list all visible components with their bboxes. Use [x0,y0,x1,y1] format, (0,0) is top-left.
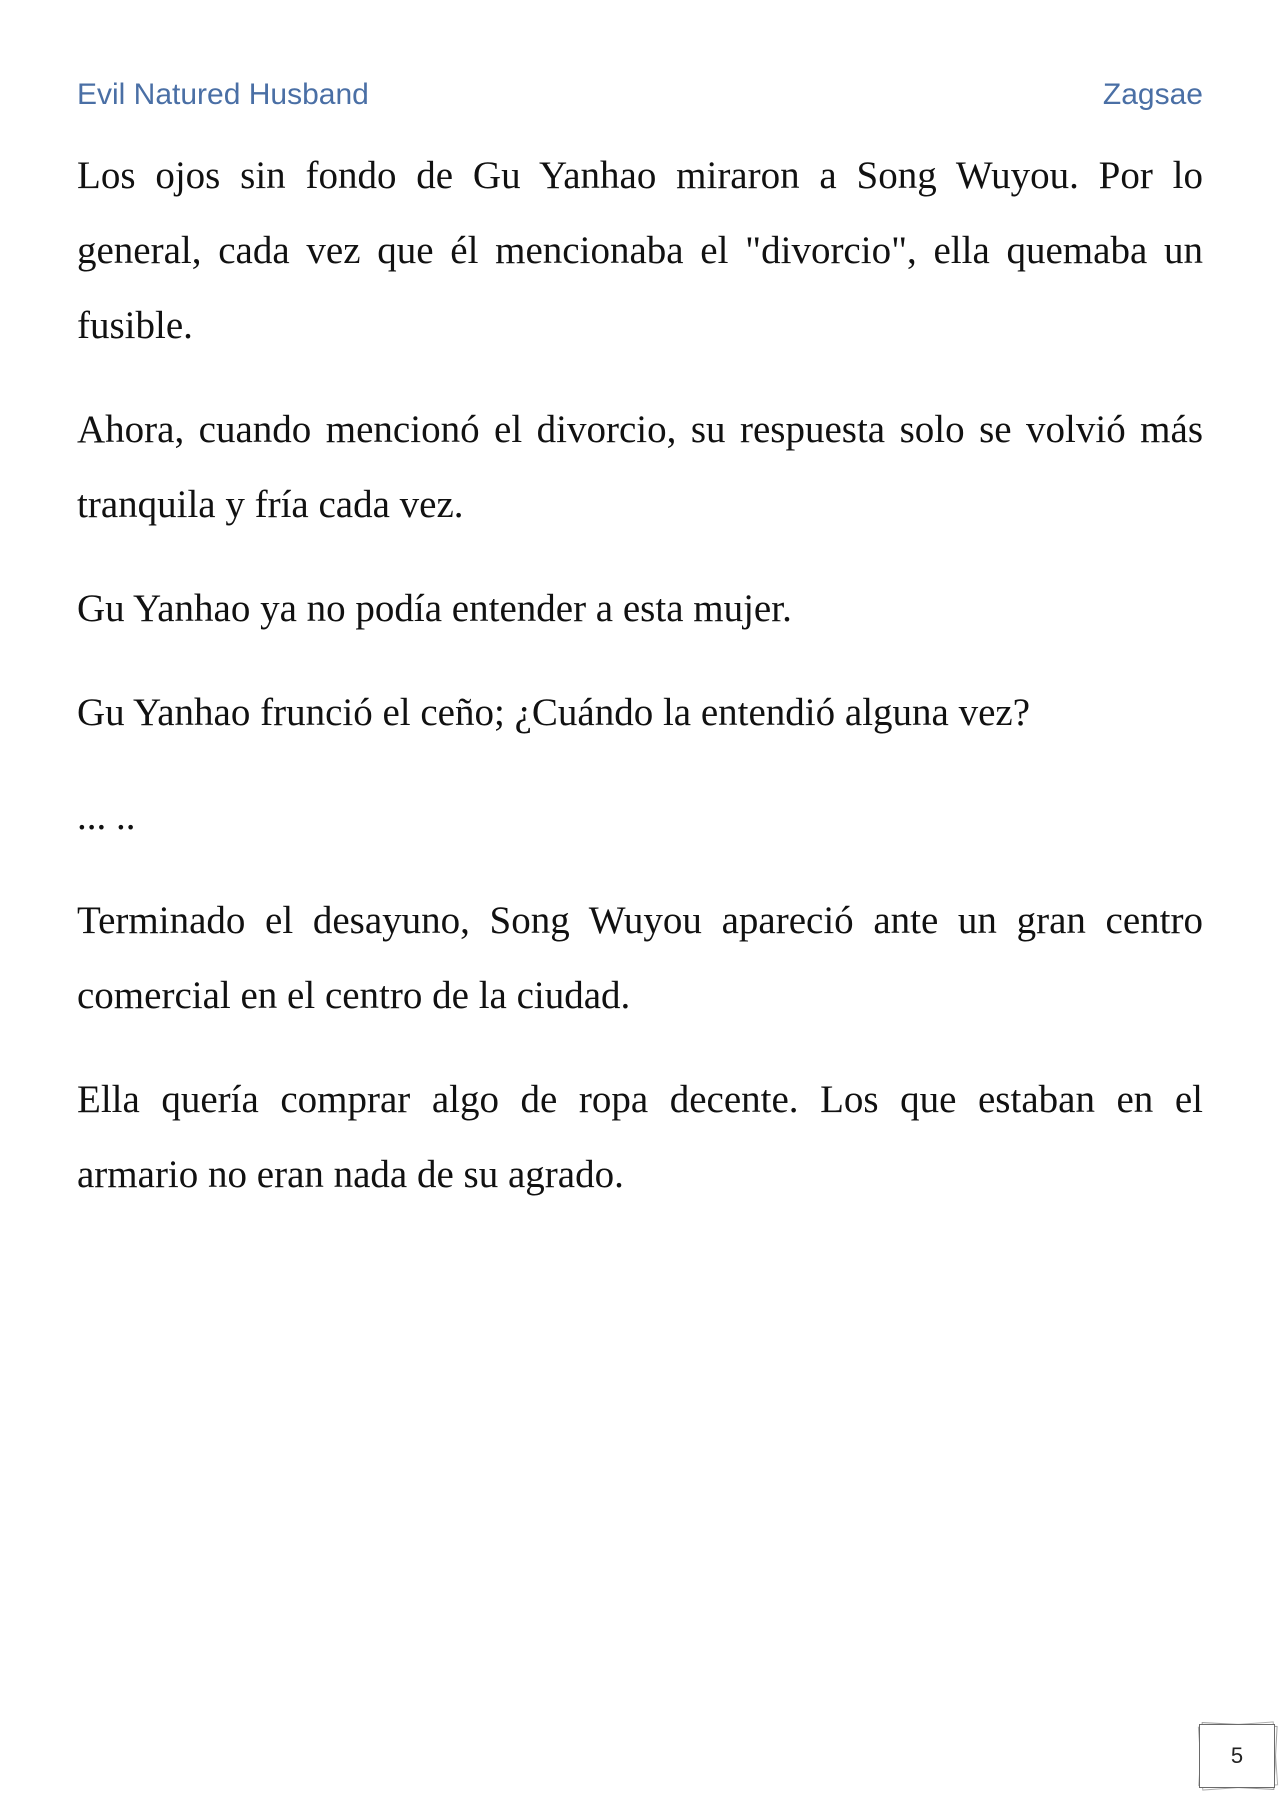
paragraph: Terminado el desayuno, Song Wuyou apareció ante un gran centro comercial en el centro de la ciudad. [77,899,1203,1017]
page-header [77,78,1203,122]
page-body [77,138,1203,1241]
paragraph: Los ojos sin fondo de Gu Yanhao miraron a Song Wuyou. Por lo general, cada vez que él mencionaba el "divorcio", ella quemaba un fusible. [77,154,1203,347]
paragraph-ellipsis: ... .. [77,795,136,838]
page-number: 5 [1199,1724,1275,1788]
page-number-badge [1198,1722,1274,1788]
paragraph: Ahora, cuando mencionó el divorcio, su respuesta solo se volvió más tranquila y fría cada vez. [77,408,1203,526]
paragraph: Gu Yanhao frunció el ceño; ¿Cuándo la entendió alguna vez? [77,691,1031,734]
paragraph: Gu Yanhao ya no podía entender a esta mujer. [77,587,792,630]
book-title: Evil Natured Husband [77,78,369,111]
paragraph: Ella quería comprar algo de ropa decente. Los que estaban en el armario no eran nada de su agrado. [77,1078,1203,1196]
author-name: Zagsae [1102,78,1203,111]
